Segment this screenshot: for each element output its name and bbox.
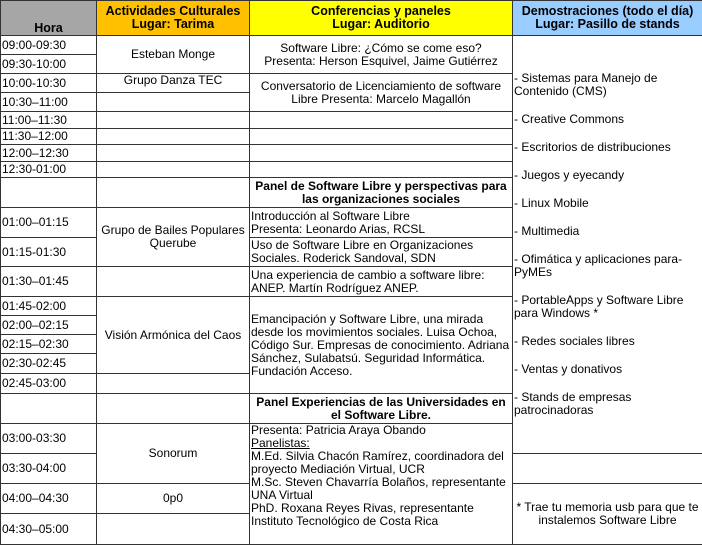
header-demostraciones: Demostraciones (todo el día) Lugar: Pasillo de stands xyxy=(513,1,702,36)
culturales-vision: Visión Armónica del Caos xyxy=(97,297,250,374)
demo-item: - Multimedia xyxy=(514,224,580,238)
empty-cell xyxy=(97,145,250,162)
header-culturales: Actividades Culturales Lugar: Tarima xyxy=(97,1,250,36)
hour-cell: 02:15–02:30 xyxy=(1,335,97,354)
conf-uso: Uso de Software Libre en Organizaciones Sociales. Roderick Sandoval, SDN xyxy=(250,238,513,267)
hour-cell: 03:00-03:30 xyxy=(1,424,97,454)
empty-cell xyxy=(97,374,250,394)
demos-note: * Trae tu memoria usb para que te instalemos Software Libre xyxy=(513,484,702,545)
demo-item: - PortableApps y Software Libre para Windows * xyxy=(514,293,684,320)
culturales-bailes: Grupo de Bailes Populares Querube xyxy=(97,208,250,267)
panelistas-label: Panelistas: xyxy=(251,436,310,450)
demo-item: - Ofimática y aplicaciones para-PyMEs xyxy=(514,252,683,279)
demo-item: - Linux Mobile xyxy=(514,196,589,210)
hour-cell: 04:30–05:00 xyxy=(1,514,97,545)
hour-cell xyxy=(1,178,97,208)
hour-cell: 02:45-03:00 xyxy=(1,374,97,394)
hour-cell: 11:00–11:30 xyxy=(1,112,97,129)
culturales-sonorum: Sonorum xyxy=(97,424,250,484)
hour-cell: 09:00-09:30 xyxy=(1,36,97,55)
hour-cell: 01:30–01:45 xyxy=(1,267,97,297)
conf-emancipacion: Emancipación y Software Libre, una mirada desde los movimientos sociales. Luisa Ochoa, Código Sur. Empresas de conocimiento. Adriana Sánchez, Sulabatsú. Seguridad Informática. Fundación Acceso. xyxy=(250,297,513,394)
empty-cell xyxy=(250,145,513,162)
empty-cell xyxy=(250,129,513,145)
empty-cell xyxy=(97,112,250,129)
empty-cell xyxy=(97,514,250,545)
conf-conversatorio: Conversatorio de Licenciamiento de software Libre Presenta: Marcelo Magallón xyxy=(250,74,513,112)
culturales-danza: Grupo Danza TEC xyxy=(97,74,250,93)
demo-item: - Creative Commons xyxy=(514,112,625,126)
demos-list xyxy=(513,36,702,454)
empty-cell xyxy=(97,93,250,112)
demo-item: - Sistemas para Manejo de Contenido (CMS) xyxy=(514,71,658,98)
hour-cell: 02:30-02:45 xyxy=(1,354,97,374)
hour-cell: 10:30–11:00 xyxy=(1,93,97,112)
empty-cell xyxy=(97,162,250,178)
conf-panel-universidades: Panel Experiencias de las Universidades en el Software Libre. xyxy=(250,394,513,424)
hour-cell: 12:00–12:30 xyxy=(1,145,97,162)
hour-cell xyxy=(1,394,97,424)
conf-panel-organizaciones: Panel de Software Libre y perspectivas para las organizaciones sociales xyxy=(250,178,513,208)
demo-item: - Escritorios de distribuciones xyxy=(514,140,671,154)
empty-cell xyxy=(97,267,250,297)
hour-cell: 03:30-04:00 xyxy=(1,454,97,484)
hour-cell: 01:15-01:30 xyxy=(1,238,97,267)
hour-cell: 01:45-02:00 xyxy=(1,297,97,316)
conf-experiencia: Una experiencia de cambio a software libre: ANEP. Martín Rodríguez ANEP. xyxy=(250,267,513,297)
empty-cell xyxy=(97,129,250,145)
panelist-list: M.Ed. Silvia Chacón Ramírez, coordinadora del proyecto Mediación Virtual, UCR M.Sc. Steven Chavarría Bolaños, representante UNA Virtual PhD. Roxana Reyes Rivas, representante Instituto Tecnológico de Costa Rica xyxy=(251,449,506,528)
hour-cell: 04:00–04:30 xyxy=(1,484,97,514)
hour-cell: 10:00-10:30 xyxy=(1,74,97,93)
empty-cell xyxy=(97,394,250,424)
hour-cell: 11:30–12:00 xyxy=(1,129,97,145)
culturales-0p0: 0p0 xyxy=(97,484,250,514)
conf-presenta: Presenta: Patricia Araya Obando xyxy=(251,423,426,437)
conf-software-libre: Software Libre: ¿Cómo se come eso? Presenta: Herson Esquivel, Jaime Gutiérrez xyxy=(250,36,513,74)
culturales-esteban: Esteban Monge xyxy=(97,36,250,74)
empty-cell xyxy=(97,178,250,208)
demo-item: - Juegos y eyecandy xyxy=(514,168,625,182)
empty-cell xyxy=(513,454,702,484)
hour-cell: 02:00–02:15 xyxy=(1,316,97,335)
header-hora: Hora xyxy=(1,1,97,36)
empty-cell xyxy=(250,162,513,178)
conf-panelistas xyxy=(250,424,513,545)
demo-item: - Stands de empresas patrocinadoras xyxy=(514,390,632,417)
hour-cell: 12:30-01:00 xyxy=(1,162,97,178)
hour-cell: 09:30-10:00 xyxy=(1,55,97,74)
hour-cell: 01:00–01:15 xyxy=(1,208,97,238)
header-conferencias: Conferencias y paneles Lugar: Auditorio xyxy=(250,1,513,36)
empty-cell xyxy=(250,112,513,129)
demo-item: - Ventas y donativos xyxy=(514,362,623,376)
demo-item: - Redes sociales libres xyxy=(514,334,635,348)
conf-intro: Introducción al Software Libre Presenta: Leonardo Arias, RCSL xyxy=(250,208,513,238)
